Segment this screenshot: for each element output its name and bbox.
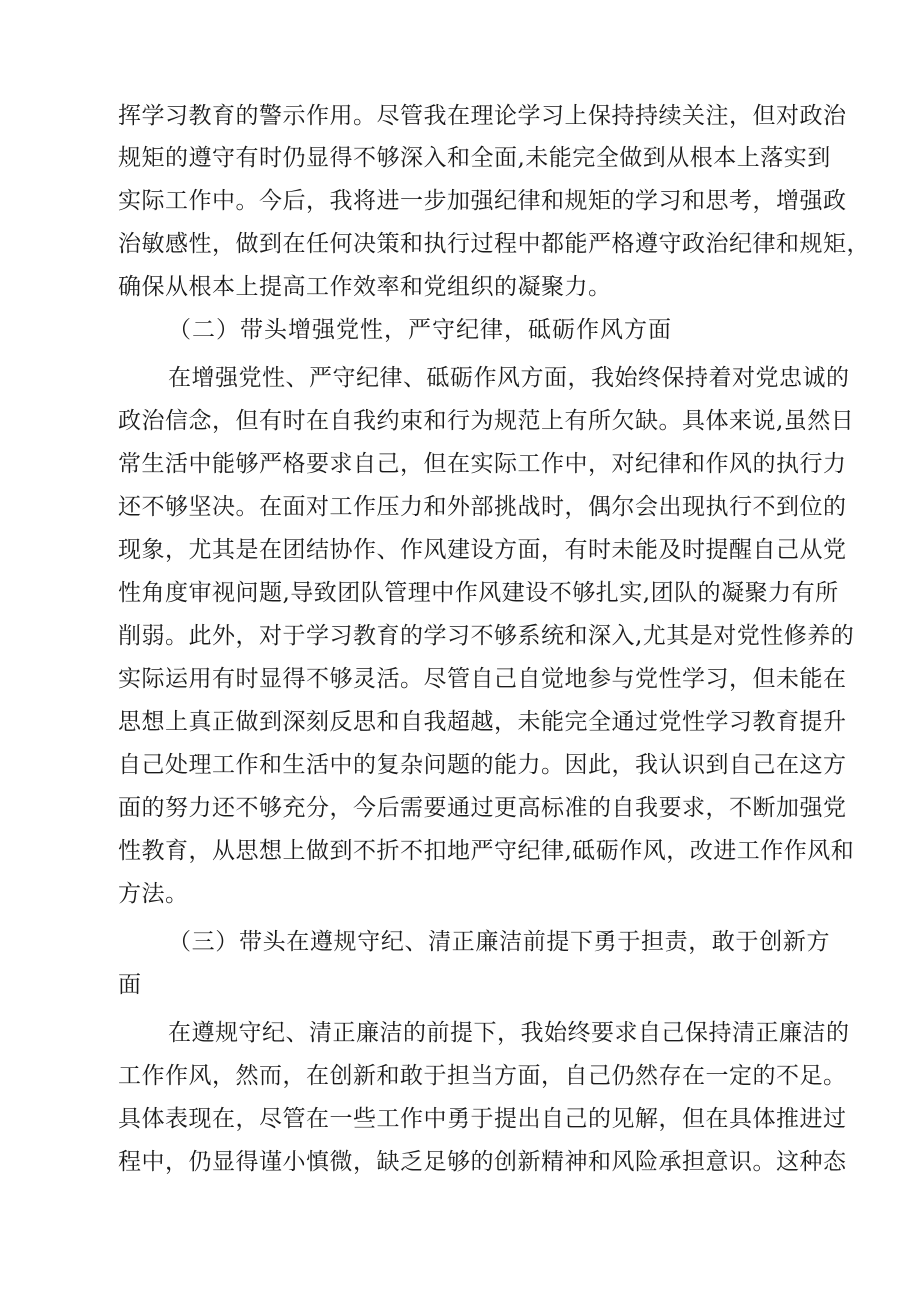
paragraph-2-line-9: 思想上真正做到深刻反思和自我超越，未能完全通过党性学习教育提升	[118, 709, 847, 735]
paragraph-2-line-6: 性角度审视问题,导致团队管理中作风建设不够扎实,团队的凝聚力有所	[118, 580, 839, 606]
section-heading-2: （二）带头增强党性，严守纪律，砥砺作风方面	[168, 317, 672, 343]
paragraph-1-line-2: 规矩的遵守有时仍显得不够深入和全面,未能完全做到从根本上落实到	[118, 145, 831, 171]
paragraph-1-line-5: 确保从根本上提高工作效率和党组织的凝聚力。	[118, 274, 612, 300]
paragraph-2-line-3: 常生活中能够严格要求自己，但在实际工作中，对纪律和作风的执行力	[118, 451, 847, 477]
paragraph-3-line-4: 程中，仍显得谨小慎微，缺乏足够的创新精神和风险承担意识。这种态	[118, 1149, 847, 1175]
paragraph-2-line-12: 性教育，从思想上做到不折不扣地严守纪律,砥砺作风，改进工作作风和	[118, 838, 855, 864]
paragraph-1-line-3: 实际工作中。今后，我将进一步加强纪律和规矩的学习和思考，增强政	[118, 188, 847, 214]
paragraph-3-line-3: 具体表现在，尽管在一些工作中勇于提出自己的见解，但在具体推进过	[118, 1106, 847, 1132]
paragraph-3-line-2: 工作作风，然而，在创新和敢于担当方面，自己仍然存在一定的不足。	[118, 1063, 847, 1089]
paragraph-1-line-1: 挥学习教育的警示作用。尽管我在理论学习上保持持续关注，但对政治	[118, 103, 847, 129]
paragraph-2-line-7: 削弱。此外，对于学习教育的学习不够系统和深入,尤其是对党性修养的	[118, 623, 855, 649]
section-heading-3-line-2: 面	[118, 972, 142, 998]
paragraph-2-line-2: 政治信念，但有时在自我约束和行为规范上有所欠缺。具体来说,虽然日	[118, 408, 855, 434]
paragraph-3-line-1: 在遵规守纪、清正廉洁的前提下，我始终要求自己保持清正廉洁的	[168, 1020, 850, 1046]
section-heading-3-line-1: （三）带头在遵规守纪、清正廉洁前提下勇于担责，敢于创新方	[168, 929, 830, 955]
paragraph-2-line-4: 还不够坚决。在面对工作压力和外部挑战时，偶尔会出现执行不到位的	[118, 494, 847, 520]
paragraph-2-line-8: 实际运用有时显得不够灵活。尽管自己自觉地参与党性学习，但未能在	[118, 666, 847, 692]
paragraph-2-line-13: 方法。	[118, 881, 189, 907]
paragraph-2-line-5: 现象，尤其是在团结协作、作风建设方面，有时未能及时提醒自己从党	[118, 537, 847, 563]
paragraph-2-line-11: 面的努力还不够充分，今后需要通过更高标准的自我要求，不断加强党	[118, 795, 847, 821]
paragraph-1-line-4: 治敏感性，做到在任何决策和执行过程中都能严格遵守政治纪律和规矩，	[118, 231, 870, 257]
paragraph-2-line-10: 自己处理工作和生活中的复杂问题的能力。因此，我认识到自己在这方	[118, 752, 847, 778]
paragraph-2-line-1: 在增强党性、严守纪律、砥砺作风方面，我始终保持着对党忠诚的	[168, 365, 850, 391]
